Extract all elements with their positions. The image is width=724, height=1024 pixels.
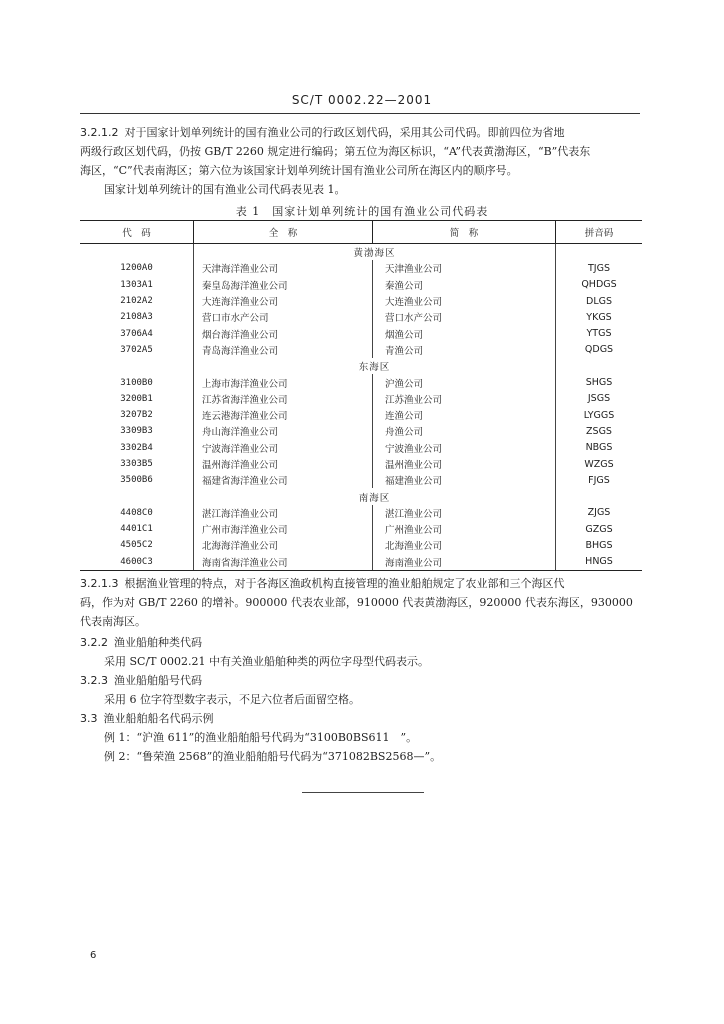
code-cell: 3706A4 (120, 328, 153, 339)
short-name-cell: 北海渔业公司 (373, 537, 556, 553)
pinyin-cell: WZGS (556, 456, 643, 472)
short-name-cell: 宁波渔业公司 (373, 440, 556, 456)
section-3-3 (80, 709, 640, 766)
table-row (80, 277, 642, 293)
section-3-2-1-3-line1: 3.2.1.3 根据渔业管理的特点，对于各海区渔政机构直接管理的渔业船舶规定了农业部和三个海区代 (80, 577, 565, 590)
full-name-cell: 上海市海洋渔业公司 (194, 374, 373, 390)
code-cell: 3200B1 (120, 393, 153, 404)
short-name-cell: 湛江渔业公司 (373, 505, 556, 521)
short-name-cell: 沪渔公司 (373, 374, 556, 390)
empty-cell (556, 358, 643, 374)
section-3-2-3-body: 采用 6 位字符型数字表示，不足六位者后面留空格。 (104, 693, 360, 706)
pinyin-cell: DLGS (556, 293, 643, 309)
short-name-cell: 海南渔业公司 (373, 554, 556, 571)
standard-header: SC/T 0002.22—2001 (291, 93, 433, 107)
short-name-cell: 福建渔业公司 (373, 472, 556, 488)
table-row (80, 293, 642, 309)
header-full-name: 全 称 (194, 221, 373, 244)
section-3-2-3 (80, 671, 640, 709)
table-row (80, 423, 642, 439)
section-number: 3.2.1.3 (80, 577, 119, 590)
empty-cell (556, 244, 643, 261)
region-label: 南海区 (194, 488, 556, 504)
section-3-2-1-3-line3: 代表南海区。 (80, 615, 146, 628)
table-row (80, 505, 642, 521)
section-number: 3.2.1.2 (80, 126, 119, 139)
short-name-cell: 烟渔公司 (373, 325, 556, 341)
full-name-cell: 宁波海洋渔业公司 (194, 440, 373, 456)
pinyin-cell: LYGGS (556, 407, 643, 423)
empty-cell (80, 358, 194, 374)
full-name-cell: 连云港海洋渔业公司 (194, 407, 373, 423)
table-row (80, 407, 642, 423)
full-name-cell: 烟台海洋渔业公司 (194, 325, 373, 341)
section-3-2-1-2-line1: 3.2.1.2 对于国家计划单列统计的国有渔业公司的行政区划代码，采用其公司代码。即前四位为省地 (80, 126, 565, 139)
code-cell: 3702A5 (120, 344, 153, 355)
code-cell: 3309B3 (120, 426, 153, 437)
short-name-cell: 天津渔业公司 (373, 260, 556, 276)
pinyin-cell: QDGS (556, 342, 643, 358)
full-name-cell: 天津海洋渔业公司 (194, 260, 373, 276)
short-name-cell: 广州渔业公司 (373, 521, 556, 537)
table-row (80, 521, 642, 537)
pinyin-cell: HNGS (556, 554, 643, 571)
short-name-cell: 大连渔业公司 (373, 293, 556, 309)
table-row (80, 260, 642, 276)
section-number: 3.2.2 (80, 636, 108, 649)
empty-cell (556, 488, 643, 504)
section-3-2-1-2-line3: 海区，“C”代表南海区；第六位为该国家计划单列统计国有渔业公司所在海区内的顺序号。 (80, 164, 518, 177)
code-cell: 4401C1 (120, 524, 153, 535)
pinyin-cell: YKGS (556, 309, 643, 325)
region-row (80, 358, 642, 374)
code-cell: 4408C0 (120, 507, 153, 518)
table-title: 表 1 国家计划单列统计的国有渔业公司代码表 (235, 205, 489, 218)
region-label: 黄渤海区 (194, 244, 556, 261)
pinyin-cell: ZJGS (556, 505, 643, 521)
full-name-cell: 江苏省海洋渔业公司 (194, 391, 373, 407)
region-label: 东海区 (194, 358, 556, 374)
code-cell: 3303B5 (120, 459, 153, 469)
table-row (80, 537, 642, 553)
table-header-row (80, 221, 642, 244)
pinyin-cell: QHDGS (556, 277, 643, 293)
header-pinyin: 拼音码 (556, 221, 643, 244)
short-name-cell: 温州渔业公司 (373, 456, 556, 472)
short-name-cell: 江苏渔业公司 (373, 391, 556, 407)
full-name-cell: 福建省海洋渔业公司 (194, 472, 373, 488)
table-row (80, 440, 642, 456)
section-number: 3.3 (80, 712, 98, 725)
section-3-2-1-3-line2: 码，作为对 GB/T 2260 的增补。900000 代表农业部，910000 代表黄渤海区，920000 代表东海区，930000 (80, 596, 633, 609)
code-cell: 2108A3 (120, 312, 153, 323)
example-1: 例 1：“沪渔 611”的渔业船舶船号代码为“3100B0BS611 ”。 (104, 731, 418, 744)
region-row (80, 244, 642, 261)
full-name-cell: 广州市海洋渔业公司 (194, 521, 373, 537)
header-short-name: 简 称 (373, 221, 556, 244)
table-row (80, 472, 642, 488)
full-name-cell: 海南省海洋渔业公司 (194, 554, 373, 571)
section-3-2-1-2 (80, 123, 640, 199)
pinyin-cell: BHGS (556, 537, 643, 553)
section-3-2-1-3 (80, 574, 640, 631)
section-3-2-2-body: 采用 SC/T 0002.21 中有关渔业船舶种类的两位字母型代码表示。 (104, 655, 429, 668)
example-2: 例 2：“鲁荣渔 2568”的渔业船舶船号代码为“371082BS2568—”。 (104, 750, 442, 763)
short-name-cell: 舟渔公司 (373, 423, 556, 439)
pinyin-cell: TJGS (556, 260, 643, 276)
full-name-cell: 秦皇岛海洋渔业公司 (194, 277, 373, 293)
full-name-cell: 北海海洋渔业公司 (194, 537, 373, 553)
code-cell: 1303A1 (120, 279, 153, 290)
pinyin-cell: SHGS (556, 374, 643, 390)
short-name-cell: 青渔公司 (373, 342, 556, 358)
short-name-cell: 秦渔公司 (373, 277, 556, 293)
code-cell: 1200A0 (120, 263, 153, 274)
header-rule (80, 113, 640, 114)
code-cell: 4505C2 (120, 540, 153, 551)
empty-cell (80, 488, 194, 504)
full-name-cell: 青岛海洋渔业公司 (194, 342, 373, 358)
table-row (80, 309, 642, 325)
section-3-2-3-heading: 3.2.3 渔业船舶船号代码 (80, 674, 202, 687)
code-cell: 2102A2 (120, 296, 153, 307)
page-number: 6 (90, 950, 97, 961)
short-name-cell: 连渔公司 (373, 407, 556, 423)
pinyin-cell: JSGS (556, 391, 643, 407)
section-3-2-2 (80, 633, 640, 671)
short-name-cell: 营口水产公司 (373, 309, 556, 325)
section-3-2-1-2-line2: 两级行政区划代码，仍按 GB/T 2260 规定进行编码；第五位为海区标识，“A”代表黄渤海区，“B”代表东 (80, 145, 591, 158)
table-row (80, 342, 642, 358)
pinyin-cell: YTGS (556, 325, 643, 341)
table-row (80, 456, 642, 472)
code-cell: 4600C3 (80, 554, 194, 571)
pinyin-cell: FJGS (556, 472, 643, 488)
table-row (80, 374, 642, 390)
full-name-cell: 湛江海洋渔业公司 (194, 505, 373, 521)
pinyin-cell: NBGS (556, 440, 643, 456)
section-3-2-1-2-line4: 国家计划单列统计的国有渔业公司代码表见表 1。 (104, 183, 346, 196)
header-code: 代 码 (80, 221, 194, 244)
table-row (80, 554, 642, 571)
company-code-table (80, 220, 642, 571)
end-rule (302, 792, 424, 793)
code-cell: 3207B2 (120, 410, 153, 421)
code-cell: 3302B4 (120, 442, 153, 453)
section-3-3-heading: 3.3 渔业船舶船名代码示例 (80, 712, 214, 725)
section-3-2-2-heading: 3.2.2 渔业船舶种类代码 (80, 636, 202, 649)
section-number: 3.2.3 (80, 674, 108, 687)
table-row (80, 325, 642, 341)
pinyin-cell: ZSGS (556, 423, 643, 439)
code-cell: 3100B0 (120, 377, 153, 388)
full-name-cell: 舟山海洋渔业公司 (194, 423, 373, 439)
full-name-cell: 营口市水产公司 (194, 309, 373, 325)
full-name-cell: 温州海洋渔业公司 (194, 456, 373, 472)
region-row (80, 488, 642, 504)
code-cell: 3500B6 (120, 475, 153, 486)
full-name-cell: 大连海洋渔业公司 (194, 293, 373, 309)
pinyin-cell: GZGS (556, 521, 643, 537)
empty-cell (80, 244, 194, 261)
table-row (80, 391, 642, 407)
